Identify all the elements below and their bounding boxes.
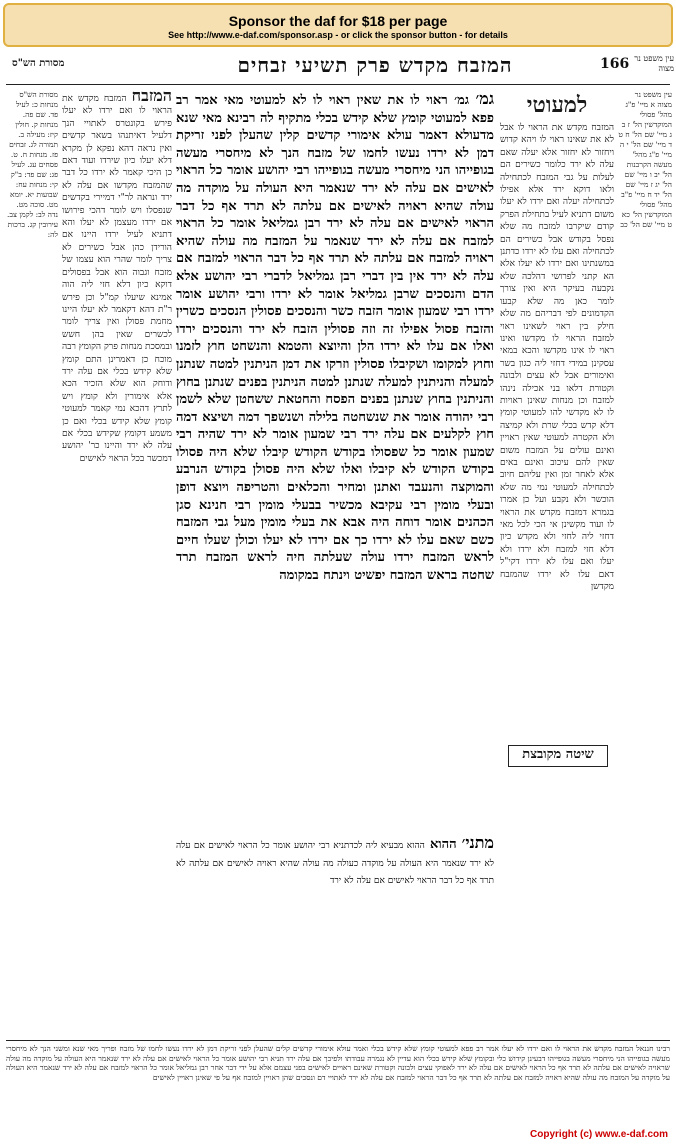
footnotes-text: רבינו חננאל המזבח מקדש את הראוי לו ואם ירדו לא יעלו אמר רב פפא למעוטי קומץ שלא קידש בכלי ואמר עולא אימורי קדשים קלים שהעלן לפני זריקת דמן לא ירדו נעשו לחמו של מזבח ופריך מאי שנא ומשני הנך לא מיחסרי מעשה בגופייהו הני מיחסרי מעשה בגופייהו דבעינן קידוש כלי ובקומץ שלא קידש בכלי הוא עדיין לא נגמרה עבודתו ולפיכך אם עלה ירד תניא רבי יהושע אומר כל הראוי לאישים אם עלה לא ירד שנאמר היא העולה על מוקדה מה עולה שראויה לאישים אם עלתה לא תרד אף כל הראוי לאישים אם עלה לא ירד לאפוקי עצים ולבונה וקטורת שאינם ראויים לאישים בפני עצמם אלא על ידי דבר אחר רבן גמליאל אומר כל הראוי למזבח אם עלה לא ירד שנאמר היא העולה על מוקדה על המזבח מה עולה שהיא ראויה למזבח אם עלתה לא תרד אף כל דבר הראוי למזבח אם עלה לא ירד לאתויי דם ונסכים שהן ראויין למזבח אף על פי שאינן ראויין לאישים	[6, 1044, 670, 1082]
tosafot-opening-word: המזבח	[131, 90, 172, 105]
ein-mishpat-column	[618, 90, 672, 910]
ein-mishpat-text: עין משפט נר מצוה א מיי' פ"ג מהל' פסולי המוקדשין הל' ז ב ג מיי' שם הל' ח ט ד מיי' שם הל' י ה מיי' פ"ג מהל' מעשה הקרבנות הל' יב ו מיי' שם הל' יג ז מיי' שם הל' יד ח מיי' פ"ב מהל' פסולי המוקדשין הל' כא ט מיי' שם הל' כב	[618, 90, 672, 229]
rashi-second-text: ההוא מבעיא ליה לכדתניא רבי יהושע אומר כל הראוי לאישים אם עלה לא ירד שנאמר היא העולה על מוקדה כעולה מה עולה שהיא ראויה לאישים אם עלתה לא תרד אף כל דבר הראוי לאישים אם עלה לא ירד	[176, 841, 494, 887]
footnotes-block	[6, 1044, 670, 1124]
shita-mekubetzet-text: שיטה מקובצת	[522, 747, 594, 762]
page-number: 166	[600, 56, 630, 72]
rashi-opening-word: למעוטי	[526, 92, 588, 118]
gemara-text: גמ׳ ראוי לו את שאין ראוי לו לא למעוטי מאי אמר רב פפא למעוטי קומץ שלא קידש בכלי מתקיף לה רבינא מאי שנא מדעולא דאמר עולא אימורי קדשים קלין שהעלן לפני זריקת דמן לא ירדו נעשו לחמו של מזבח הנך לא מיחסרי מעשה בגופייהו הני מיחסרי מעשה בגופייהו רבי יהושע אומר כל הראוי לאישים אם עלה לא ירד שנאמר היא העולה על מוקדה מה עולה שהיא ראויה לאישים אם עלתה לא תרד אף כל דבר הראוי לאישים אם עלה לא ירד רבן גמליאל אומר כל הראוי למזבח אם עלה לא ירד שנאמר על המזבח מה עולה שהיא ראויה למזבח אם עלתה לא תרד אף כל דבר הראוי למזבח אם עלה לא ירד אין בין דברי רבן גמליאל לדברי רבי יהושע אלא הדם והנסכים שרבן גמליאל אומר לא ירדו ורבי יהושע אומר ירדו רבי שמעון אומר הזבח כשר והנסכים פסולין הנסכים כשרין והזבח פסול אפילו זה וזה פסולין הזבח לא ירד והנסכים ירדו ואלו אם עלו לא ירדו הלן והיוצא והטמא והנשחט חוץ לזמנו וחוץ למקומו ושקיבלו פסולין וזרקו את דמן הניתנין למטה שנתנן למעלה והניתנין למעלה שנתנן למטה הניתנין בפנים שנתנן בחוץ והניתנין בחוץ שנתנן בפנים הפסח והחטאת ששחטן שלא לשמן רבי יהודה אומר את שנשחטה בלילה ושנשפך דמה ושיצא דמה חוץ לקלעים אם עלה ירד רבי שמעון אומר לא ירד שהיה רבי שמעון אומר כל שפסולו בקודש הקודש קיבלו שלא היה פסולו בקודש הקודש לא קיבלו ואלו שלא היה פסולן בקודש הנרבע והמוקצה והנעבד ואתנן ומחיר והכלאים והטריפה ויוצא דופן ובעלי מומין רבי עקיבא מכשיר בבעלי מומין רבי חנינא סגן הכהנים אומר דוחה היה אבא את בעלי מומין מעל גבי המזבח כשם שאם עלו לא ירדו כך אם ירדו לא יעלו וכולן שעלו חיים לראש המזבח ירדו עולה שעלתה חיה לראש המזבח תרד שחטה בראש המזבח יפשיט וינתח במקומה	[176, 93, 494, 584]
page-title: המזבח מקדש פרק תשיעי זבחים	[237, 53, 513, 77]
gemara-continuation	[176, 834, 494, 934]
copyright-link[interactable]: Copyright (c) www.e-daf.com	[530, 1129, 668, 1140]
ein-mishpat-heading: עין משפט נר מצוה	[634, 54, 674, 73]
masoret-hashas-text: מסורת הש"ס מנחות כ: לעיל פד. שם פה. מנחות ק. חולין קיז: מעילה ב. תמורה לג. זבחים פז. מנחות ח. ט. פסחים עג. לעיל פג: שם פד: ב"ק קי: מנחות עח: שבועות יא. יומא מט. סוכה מט. נדה לב: לקמן צב. עירובין קג. ברכות לה:	[7, 90, 58, 239]
gemara-column	[176, 90, 494, 830]
sponsor-link[interactable]: See http://www.e-daf.com/sponsor.asp - or click the sponsor button - for details	[168, 30, 508, 40]
tosafot-text: המזבח מקדש את הראוי לו ואם ירדו לא יעלו פירש בקונטרס לאתויי הנך דלעיל דאיתנהו בשאר קדשים ואין נראה דהא נפקא לן מקרא דלא יעלו כיון שירדו ועוד דאם כן היכי קאמר לא ירדו כל דבר שהמזבח מקדשו אם עלה לא ירד ונראה לר"י דמיירי בקדשים שנפסלו ויש לומר דהכי פירושו אם ירדו מעצמן לא יעלו והא דתניא לעיל ירדו היינו אם הורידן כהן אבל כשירים לא צריך לומר שהרי הוא עצמו של מזבח וגבוה הוא אבל בפסולים דוקא כיון דלא חזי ליה הוה אמינא שיעלו קמ"ל וכן פירש ר"ת דהא דקאמר לא יעלו היינו מחמת פסולן ואין צריך לומר לכשרים שאין בהן חשש ובמסכת מנחות פרק הקומץ רבה מוכח כן דאמרינן התם קומץ שלא קידש בכלי אם עלה ירד ודוחק הוא שלא הזכיר הכא אלא אימורין ולא קומץ ויש לתרץ דהכא נמי קאמר למעוטי קומץ שלא קידש בכלי ואם כן משמע דקומץ שקידש בכלי אם עלה לא ירד והיינו כר' יהושע דמכשר בכל הראוי לאישים	[62, 94, 172, 464]
page-header	[0, 52, 676, 84]
rashi-text: המזבח מקדש את הראוי לו אבל לא את שאינו ראוי לו ויהא קדוש ויחזור לא יחזור אלא יעלה שאם עלה לא ירד כלומר כשירים הם לעלות על גבי המזבח לכתחילה ולאו דוקא ירד אלא אפילו לכתחילה יעלה ואם ירדו לא יעלו משום דתניא לעיל בתחילת הפרק קודם שיקרבו למזבח מה שלא נפסל בקודש אבל כשירים הם לכתחילה ואם עלו לא ירדו כדתנן במשנתינו ואם ירדו לא יעלו אלא הא קתני לפרושי דהלכה שלא נקבעה בעיקר היא ואין צורך לומר כאן מה שלא קבעו הקדמונים לפי דבריהם מה שלא חילק בין ראוי לשאינו ראוי למזבח הראוי לו מקדשו ואינו ראוי לו אינו מקדשו והכא במאי עסקינן במידי דחזי ליה כגון בשר ואימורים אבל לא עצים ולבונה וקטורת דלאו בני אכילה נינהו למזבח וכן מנחות שאינן ראויות לו לא מקדשי להו למעוטי קומץ דלא קדש בכלי שרת ולא קמיצה ולא הקטרה למעוטי שאין ראויין ואינם עולים על המזבח משום שאין להם עיכוב ואינם באים אלא לאחר זמן ואין עליהם חיוב לכתחילה למעוטי נמי מה שלא הוכשר ולא נקבע ועל כן אמרו בגמרא דמזבח מקדש את הראוי לו ועוד מקשינן אי הכי לכל מאי דחזי ליה לחזי ולא מקדש כיון דלא חזי למזבח ולא ירדו ולא יעלו ואם עלו לא ירדו דקי"ל דאם עלו לא ירדו שהמזבח מקדשן	[500, 123, 614, 593]
tosafot-column	[62, 90, 172, 1090]
rashi-second-dibbur: ההוא	[429, 837, 457, 852]
sponsor-title[interactable]: Sponsor the daf for $18 per page	[228, 13, 448, 29]
header-rule	[6, 84, 670, 85]
gemara-opening-word: גמ׳	[475, 90, 494, 108]
masoret-hashas-heading: מסורת הש"ס	[12, 58, 65, 69]
sponsor-banner[interactable]	[3, 3, 673, 47]
mishnah-marker: מתני׳	[461, 834, 494, 852]
masoret-hashas-column	[6, 90, 58, 910]
rashi-column	[500, 90, 614, 1090]
shita-mekubetzet-label	[508, 745, 608, 767]
footnotes-rule	[6, 1040, 670, 1041]
